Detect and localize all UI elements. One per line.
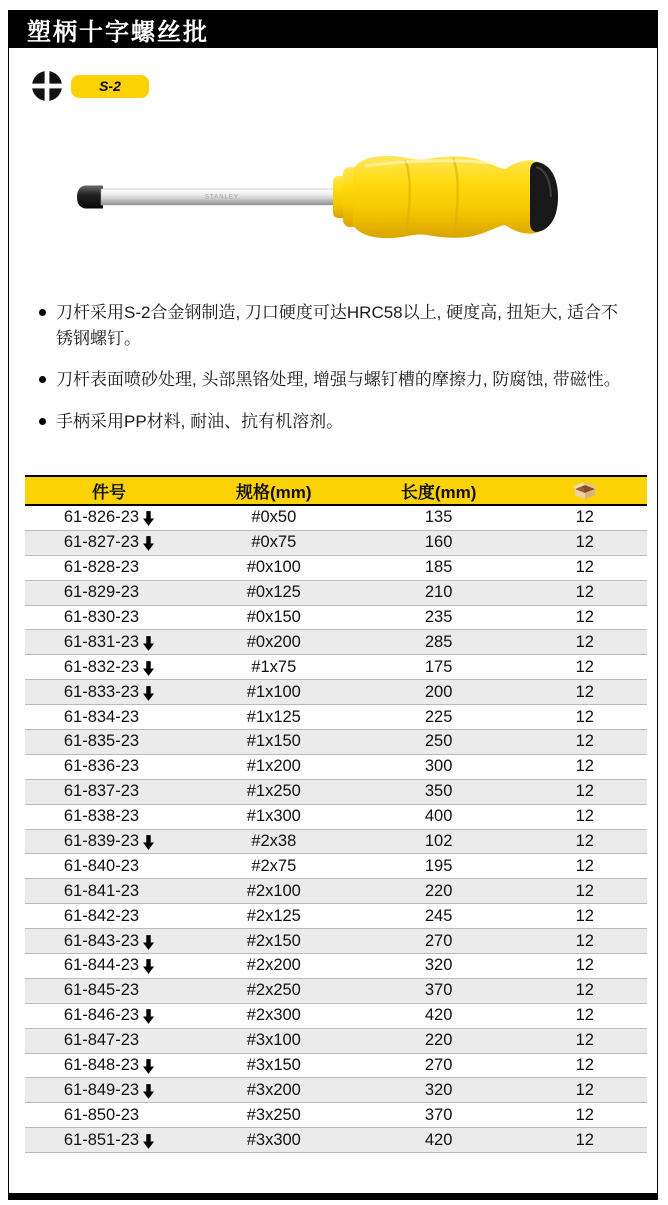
table-row: [25, 1029, 647, 1054]
table-row: [25, 1004, 647, 1029]
cell-pack-qty: 12: [575, 558, 594, 577]
feature-item: [39, 367, 631, 393]
cell-length: 210: [424, 583, 453, 602]
down-arrow-icon: [143, 536, 154, 551]
bullet-icon: [39, 418, 46, 425]
phillips-cross-icon: [31, 70, 63, 102]
table-row: [25, 854, 647, 879]
cell-pack-qty: 12: [575, 1031, 594, 1050]
table-body: [25, 506, 647, 1153]
cell-spec: #2x75: [251, 856, 297, 875]
cell-pack-qty: 12: [575, 1130, 594, 1149]
cell-part-number: 61-841-23: [63, 881, 140, 900]
spec-table: [25, 475, 647, 1153]
table-row: [25, 830, 647, 855]
cell-pack-qty: 12: [575, 856, 594, 875]
table-row: [25, 730, 647, 755]
table-row: [25, 979, 647, 1004]
cell-length: 250: [424, 732, 453, 751]
table-row: [25, 630, 647, 655]
table-row: [25, 680, 647, 705]
cell-length: 220: [424, 881, 453, 900]
cell-length: 420: [424, 1006, 453, 1025]
cell-length: 370: [424, 1105, 453, 1124]
cell-length: 225: [424, 707, 453, 726]
col-header-pack: [523, 482, 647, 500]
cell-pack-qty: 12: [575, 757, 594, 776]
table-row: [25, 954, 647, 979]
table-row: [25, 1078, 647, 1103]
cell-spec: #0x75: [251, 533, 297, 552]
cell-spec: #3x150: [246, 1056, 301, 1075]
feature-text: 刀杆表面喷砂处理, 头部黑铬处理, 增强与螺钉槽的摩擦力, 防腐蚀, 带磁性。: [56, 370, 621, 389]
table-row: [25, 879, 647, 904]
down-arrow-icon: [143, 1134, 154, 1149]
cell-length: 270: [424, 1056, 453, 1075]
table-row: [25, 1054, 647, 1079]
table-row: [25, 1128, 647, 1153]
table-row: [25, 705, 647, 730]
catalog-page: [8, 10, 658, 1200]
cell-part-number: 61-833-23: [25, 683, 193, 702]
cell-length: 135: [424, 508, 453, 527]
cell-part-number: 61-840-23: [63, 856, 140, 875]
cell-spec: #2x38: [251, 832, 297, 851]
cell-spec: #0x125: [246, 583, 301, 602]
cell-pack-qty: 12: [575, 906, 594, 925]
cell-part-number: 61-834-23: [63, 707, 140, 726]
cell-pack-qty: 12: [575, 632, 594, 651]
cell-spec: #2x100: [246, 881, 301, 900]
shaft-brand-text: STANLEY: [205, 194, 239, 201]
page-title-bar: [9, 10, 657, 48]
cell-length: 175: [424, 657, 453, 676]
feature-text: 手柄采用PP材料, 耐油、抗有机溶剂。: [56, 411, 344, 431]
feature-item: [39, 409, 631, 435]
down-arrow-icon: [143, 661, 154, 676]
cell-pack-qty: 12: [575, 1006, 594, 1025]
cell-spec: #3x300: [246, 1130, 301, 1149]
cell-pack-qty: 12: [575, 807, 594, 826]
cell-part-number: 61-850-23: [63, 1105, 140, 1124]
down-arrow-icon: [143, 959, 154, 974]
cell-part-number: 61-836-23: [63, 757, 140, 776]
cell-pack-qty: 12: [575, 881, 594, 900]
cell-part-number: 61-847-23: [63, 1031, 140, 1050]
cell-length: 400: [424, 807, 453, 826]
cell-spec: #1x150: [246, 732, 301, 751]
cell-spec: #2x200: [246, 956, 301, 975]
cell-pack-qty: 12: [575, 732, 594, 751]
cell-pack-qty: 12: [575, 608, 594, 626]
bullet-icon: [39, 376, 46, 383]
page-title: 塑柄十字螺丝批: [27, 18, 209, 46]
cell-spec: #1x75: [251, 657, 297, 676]
cell-spec: #2x125: [246, 906, 301, 925]
down-arrow-icon: [143, 935, 154, 950]
cell-part-number: 61-844-23: [25, 956, 193, 975]
cell-spec: #2x150: [246, 931, 301, 950]
screwdriver-tip: [77, 186, 103, 209]
cell-spec: #0x150: [246, 608, 301, 626]
cell-length: 220: [424, 1031, 453, 1050]
table-row: [25, 755, 647, 780]
badge-row: [31, 70, 657, 102]
cell-part-number: 61-839-23: [25, 832, 193, 851]
cell-length: 185: [424, 558, 453, 577]
table-row: [25, 904, 647, 929]
s2-steel-badge: [71, 75, 149, 98]
cell-pack-qty: 12: [575, 583, 594, 602]
cell-length: 245: [424, 906, 453, 925]
cell-part-number: 61-851-23: [25, 1131, 193, 1150]
screwdriver-image: [75, 147, 575, 247]
table-header-row: [25, 475, 647, 506]
cell-length: 420: [424, 1130, 453, 1149]
cell-pack-qty: 12: [575, 508, 594, 527]
table-row: [25, 780, 647, 805]
cell-length: 320: [424, 1080, 453, 1099]
cell-pack-qty: 12: [575, 782, 594, 801]
cell-part-number: 61-832-23: [25, 658, 193, 677]
down-arrow-icon: [143, 511, 154, 526]
col-header-part: 件号: [91, 483, 126, 502]
cell-spec: #1x200: [246, 757, 301, 776]
down-arrow-icon: [143, 686, 154, 701]
table-row: [25, 1103, 647, 1128]
down-arrow-icon: [143, 636, 154, 651]
cell-length: 160: [424, 533, 453, 552]
table-row: [25, 606, 647, 631]
cell-part-number: 61-838-23: [63, 807, 140, 826]
cell-pack-qty: 12: [575, 533, 594, 552]
cell-length: 320: [424, 956, 453, 975]
table-row: [25, 556, 647, 581]
cell-part-number: 61-846-23: [25, 1006, 193, 1025]
table-row: [25, 581, 647, 606]
s2-badge-label: S-2: [99, 78, 121, 94]
cell-length: 350: [424, 782, 453, 801]
cell-pack-qty: 12: [575, 682, 594, 701]
cell-length: 235: [424, 608, 453, 626]
cell-part-number: 61-826-23: [25, 508, 193, 527]
down-arrow-icon: [143, 835, 154, 850]
feature-item: [39, 300, 631, 351]
down-arrow-icon: [143, 1084, 154, 1099]
cell-part-number: 61-842-23: [63, 906, 140, 925]
cell-pack-qty: 12: [575, 707, 594, 726]
cell-part-number: 61-837-23: [63, 782, 140, 801]
cell-part-number: 61-829-23: [63, 583, 140, 602]
cell-pack-qty: 12: [575, 931, 594, 950]
cell-part-number: 61-845-23: [63, 981, 140, 1000]
cell-part-number: 61-828-23: [63, 558, 140, 577]
table-row: [25, 506, 647, 531]
cell-part-number: 61-831-23: [25, 633, 193, 652]
cell-length: 200: [424, 682, 453, 701]
bullet-icon: [39, 309, 46, 316]
cell-spec: #2x300: [246, 1006, 301, 1025]
cell-spec: #0x200: [246, 632, 301, 651]
cell-pack-qty: 12: [575, 981, 594, 1000]
cell-length: 270: [424, 931, 453, 950]
cell-spec: #3x250: [246, 1105, 301, 1124]
cell-length: 370: [424, 981, 453, 1000]
cell-part-number: 61-827-23: [25, 533, 193, 552]
table-row: [25, 531, 647, 556]
feature-text: 刀杆采用S-2合金钢制造, 刀口硬度可达HRC58以上, 硬度高, 扭矩大, 适合不锈钢螺钉。: [56, 303, 618, 348]
cell-length: 285: [424, 632, 453, 651]
cell-pack-qty: 12: [575, 956, 594, 975]
cell-length: 102: [424, 832, 453, 851]
cell-spec: #3x200: [246, 1080, 301, 1099]
cell-length: 300: [424, 757, 453, 776]
cell-spec: #1x250: [246, 782, 301, 801]
cell-spec: #1x300: [246, 807, 301, 826]
cell-pack-qty: 12: [575, 1056, 594, 1075]
cell-pack-qty: 12: [575, 1105, 594, 1124]
col-header-spec: 规格(mm): [236, 483, 312, 502]
footer-bar: [8, 1193, 658, 1200]
cell-spec: #1x100: [246, 682, 301, 701]
cell-part-number: 61-835-23: [63, 732, 140, 751]
cell-part-number: 61-843-23: [25, 932, 193, 951]
down-arrow-icon: [143, 1009, 154, 1024]
cell-spec: #2x250: [246, 981, 301, 1000]
cell-part-number: 61-849-23: [25, 1081, 193, 1100]
screwdriver-handle: [353, 156, 553, 238]
feature-list: [9, 300, 657, 450]
cell-spec: #3x100: [246, 1031, 301, 1050]
cell-spec: #0x100: [246, 558, 301, 577]
table-row: [25, 929, 647, 954]
table-row: [25, 805, 647, 830]
col-header-length: 长度(mm): [400, 483, 477, 502]
down-arrow-icon: [143, 1059, 154, 1074]
cell-pack-qty: 12: [575, 657, 594, 676]
cell-pack-qty: 12: [575, 832, 594, 851]
cell-part-number: 61-848-23: [25, 1056, 193, 1075]
product-photo: [9, 102, 657, 300]
cell-length: 195: [424, 856, 453, 875]
carton-box-icon: [573, 482, 597, 500]
cell-part-number: 61-830-23: [63, 608, 140, 626]
cell-pack-qty: 12: [575, 1080, 594, 1099]
table-row: [25, 655, 647, 680]
cell-spec: #1x125: [246, 707, 301, 726]
cell-spec: #0x50: [251, 508, 297, 527]
